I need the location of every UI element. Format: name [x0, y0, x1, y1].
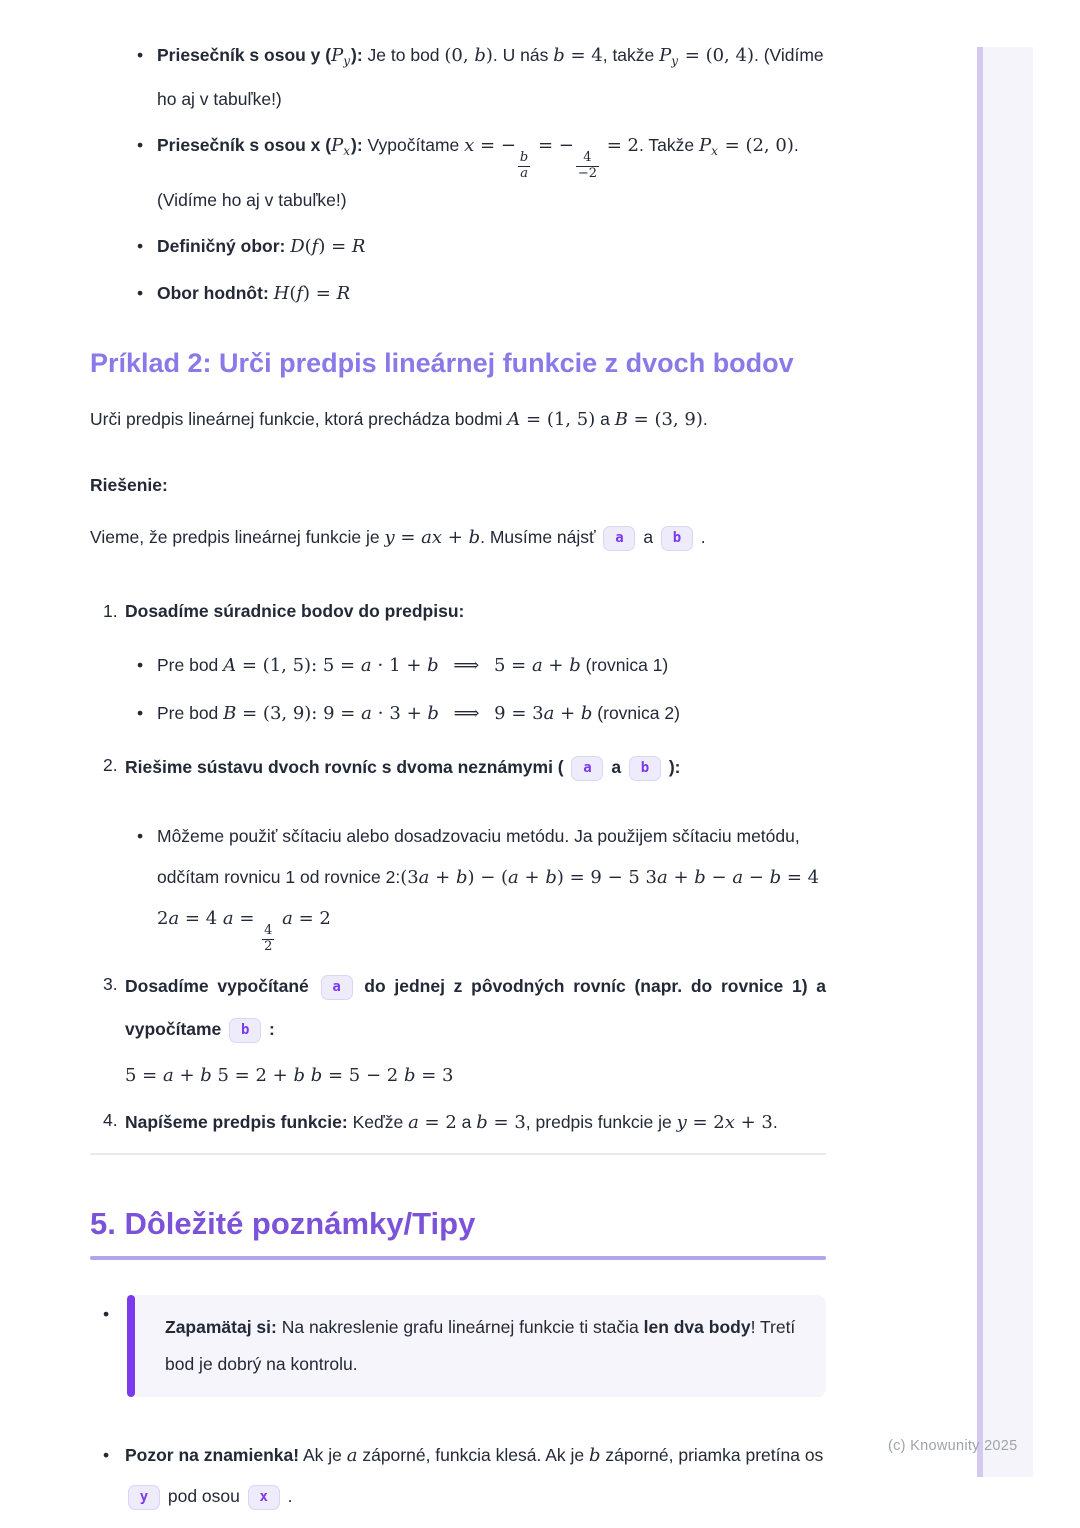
bullet-dot: •: [137, 703, 144, 724]
math-run: b: [569, 655, 581, 677]
bold-text-run: Priesečník s osou y (: [157, 45, 332, 65]
math-run: ⟹ 9 = 3: [438, 703, 544, 725]
bold-text-run: :: [264, 1019, 275, 1040]
bold-text-run: Riešenie:: [90, 475, 168, 496]
math-run: −: [743, 867, 770, 889]
math-run: H: [273, 283, 290, 305]
bullet-text: [157, 126, 826, 219]
fraction-numerator: b: [519, 150, 529, 165]
math-subscript: y: [343, 54, 351, 68]
inline-code-chip: a: [571, 756, 603, 781]
math-run: +: [173, 1065, 201, 1087]
inline-code-chip: b: [661, 526, 693, 551]
math-run: ⟹ 5 =: [438, 655, 532, 677]
text-run: .: [695, 527, 706, 548]
item-number: 4.: [103, 1110, 118, 1131]
text-run: záporné, funkcia klesá. Ak je: [357, 1445, 590, 1466]
inline-code-chip: a: [321, 975, 353, 1000]
text-run: .: [772, 1112, 778, 1133]
math-run: = 4 2: [157, 867, 820, 930]
bullet-item: [137, 227, 826, 266]
bold-text-run: a: [606, 757, 626, 778]
bold-text-run: Zapamätaj si:: [165, 1317, 277, 1338]
math-run: = 4: [564, 45, 603, 66]
math-run: = 3: [487, 1112, 526, 1134]
math-run: + 3: [734, 1112, 773, 1134]
math-run: (3: [400, 867, 419, 889]
text-run: ! Tretí bod je dobrý na kontrolu.: [165, 1317, 796, 1375]
paragraph: [90, 517, 826, 558]
numbered-item: [90, 592, 826, 630]
math-run: a: [360, 655, 372, 677]
bullet-item: [137, 694, 826, 733]
math-run: b: [694, 867, 706, 889]
inline-code-chip: a: [603, 526, 635, 551]
math-run: b: [200, 1065, 212, 1087]
math-run: = 3: [415, 1065, 454, 1087]
bold-text-run: Dosadíme súradnice bodov do predpisu:: [125, 601, 465, 622]
math-run: 5 =: [125, 1065, 163, 1087]
fraction-numerator: 4: [583, 150, 592, 165]
math-run: x: [724, 1112, 735, 1134]
math-run: a: [418, 867, 430, 889]
bold-text-run: do jednej z pôvodných rovníc (napr. do rovnice 1) a vypočítame: [125, 976, 826, 1040]
text-run: a: [638, 527, 658, 548]
bullet-text: [157, 816, 826, 954]
math-run: 5 = 2 +: [211, 1065, 294, 1087]
paragraph: [90, 401, 826, 438]
inline-code-chip: b: [229, 1018, 261, 1043]
math-run: ax: [421, 527, 443, 549]
bullet-text: [157, 646, 826, 685]
bold-text-run: Napíšeme predpis funkcie:: [125, 1112, 353, 1133]
document-content: [90, 0, 826, 1516]
item-number: 2.: [103, 755, 118, 776]
math-run: = (0, 4): [679, 45, 754, 66]
math-run: ) =: [303, 283, 337, 305]
text-run: pod osou: [163, 1486, 245, 1507]
math-run: b: [427, 655, 439, 677]
bullet-item: [137, 36, 826, 118]
bold-text-run: Dosadíme vypočítané: [125, 976, 318, 997]
math-run: ) − (: [467, 867, 509, 889]
math-run: b: [455, 867, 468, 889]
bullet-text: [157, 274, 826, 313]
fraction-denominator: a: [520, 165, 528, 181]
bold-text-run: Priesečník s osou x (: [157, 135, 332, 155]
math-run: b: [474, 45, 486, 66]
math-run: = (1, 5): 5 =: [236, 655, 361, 677]
example-heading: Príklad 2: Urči predpis lineárnej funkcie z dvoch bodov: [90, 348, 794, 379]
math-run: a: [168, 908, 180, 930]
bold-text-run: ):: [663, 757, 681, 778]
item-number: 1.: [103, 601, 118, 622]
bullet-text: [157, 694, 826, 733]
text-run: . (Vidíme ho aj v tabuľke!): [157, 45, 824, 109]
text-run: Ak je: [299, 1445, 347, 1466]
fraction-denominator: −2: [577, 165, 598, 181]
text-run: Pre bod: [157, 703, 224, 724]
math-run: b: [310, 1065, 323, 1087]
math-fraction: [262, 924, 274, 954]
math-run: +: [542, 655, 570, 677]
math-run: a: [732, 867, 744, 889]
text-run: , predpis funkcie je: [525, 1112, 677, 1133]
math-run: a: [162, 1065, 174, 1087]
numbered-item-text: [125, 965, 826, 1051]
math-run: = 2: [418, 1112, 457, 1134]
math-run: b: [553, 45, 565, 66]
text-run: a: [595, 409, 615, 430]
numbered-item: [90, 746, 826, 788]
numbered-item-text: [125, 1101, 826, 1144]
math-run: (: [289, 283, 297, 305]
bullet-dot: •: [137, 135, 144, 155]
math-run: b: [468, 527, 481, 549]
bullet-dot: •: [137, 45, 144, 65]
text-run: . Musíme nájsť: [480, 527, 601, 548]
math-run: P: [331, 45, 344, 66]
text-run: (rovnica 1): [580, 655, 669, 676]
text-run: . Takže: [639, 135, 700, 155]
math-run: =: [233, 908, 261, 930]
bullet-text: [125, 1435, 826, 1516]
math-run: a: [408, 1112, 419, 1134]
math-run: f: [296, 283, 304, 305]
text-run: Môžeme použiť sčítaciu alebo dosadzovaciu metódu. Ja použijem sčítaciu metódu, odčítam rovnicu 1 od rovnice 2:: [157, 826, 800, 888]
callout-tip: [90, 1295, 826, 1397]
section-heading: 5. Dôležité poznámky/Tipy: [90, 1206, 476, 1242]
text-run: .: [282, 1486, 293, 1507]
math-run: ⋅ 1 +: [371, 655, 428, 677]
bullet-item: [137, 646, 826, 685]
math-run: ⋅ 3 +: [371, 703, 428, 725]
math-run: = (1, 5): [520, 409, 596, 431]
bullet-list: [90, 816, 826, 954]
inline-code-chip: y: [128, 1485, 160, 1510]
fraction-denominator: 2: [264, 938, 273, 954]
math-run: +: [429, 867, 456, 889]
math-run: R: [336, 283, 351, 305]
math-run: a: [531, 655, 543, 677]
math-run: A: [507, 409, 521, 431]
text-run: Je to bod: [362, 45, 445, 65]
text-run: Pre bod: [157, 655, 224, 676]
math-run: B: [614, 409, 628, 431]
math-run: a: [508, 867, 519, 889]
math-run: b: [476, 1112, 488, 1134]
math-run: +: [518, 867, 546, 889]
math-run: f: [311, 236, 319, 258]
bullet-item: [137, 274, 826, 313]
math-run: a: [222, 908, 234, 930]
math-run: A: [223, 655, 237, 677]
math-run: a: [361, 703, 372, 725]
text-run: Keďže: [352, 1112, 409, 1133]
bullet-item: [137, 816, 826, 954]
math-run: = 2: [292, 908, 331, 930]
bold-text-run: ):: [351, 135, 363, 155]
math-run: ) = 9 − 5 3: [556, 867, 657, 889]
math-run: = 5 − 2: [322, 1065, 404, 1087]
math-run: (: [304, 236, 312, 258]
text-run: (rovnica 2): [592, 703, 680, 724]
bullet-dot: •: [137, 826, 144, 847]
math-run: b: [403, 1065, 416, 1087]
math-run: −: [705, 867, 733, 889]
bold-text-run: ):: [351, 45, 363, 65]
bullet-list: [90, 36, 826, 313]
text-run: Na nakreslenie grafu lineárnej funkcie ti stačia: [276, 1317, 644, 1338]
text-run: . (Vidíme ho aj v tabuľke!): [157, 135, 799, 211]
math-run: b: [545, 867, 557, 889]
math-run: +: [554, 703, 581, 725]
math-run: D: [290, 236, 305, 258]
math-run: = 4: [179, 908, 223, 930]
item-number: 3.: [103, 974, 118, 995]
math-fraction: [518, 151, 530, 181]
bullet-dot: •: [137, 655, 144, 676]
copyright-watermark: (c) Knowunity 2025: [888, 1438, 1018, 1454]
heading-underline-bar: [90, 1256, 826, 1260]
math-run: x: [464, 135, 475, 156]
math-run: P: [699, 135, 712, 156]
math-run: = 2: [601, 135, 640, 156]
section-divider: [90, 1153, 826, 1155]
math-run: a: [657, 867, 668, 889]
bullet-item: [137, 126, 826, 219]
math-subscript: y: [671, 54, 679, 68]
math-run: y: [676, 1112, 687, 1134]
math-run: (0,: [444, 45, 475, 66]
math-run: y: [384, 527, 395, 549]
math-run: = −: [474, 135, 516, 156]
equation-line: [90, 1057, 826, 1094]
callout-accent-bar: [127, 1295, 135, 1397]
bullet-text: [157, 227, 826, 266]
text-run: a: [456, 1112, 477, 1133]
math-run: P: [659, 45, 672, 66]
bold-text-run: Obor hodnôt:: [157, 283, 274, 304]
math-run: = −: [532, 135, 574, 156]
math-run: b: [589, 1445, 601, 1467]
math-run: b: [580, 703, 593, 725]
math-run: +: [442, 527, 469, 549]
math-fraction: [576, 151, 599, 181]
bullet-dot: •: [137, 236, 144, 257]
inline-code-chip: x: [248, 1485, 280, 1510]
math-subscript: x: [343, 144, 351, 158]
inline-code-chip: b: [629, 756, 661, 781]
math-run: B: [223, 703, 237, 725]
note-bullet-item: [90, 1435, 826, 1516]
math-run: a: [346, 1445, 358, 1467]
math-run: b: [293, 1065, 305, 1087]
math-run: ) =: [318, 236, 352, 258]
bold-text-run: Riešime sústavu dvoch rovníc s dvoma neznámymi (: [125, 757, 569, 778]
math-run: +: [667, 867, 695, 889]
bullet-dot: •: [137, 283, 144, 304]
math-run: = 2: [686, 1112, 725, 1134]
text-run: , takže: [602, 45, 660, 65]
math-run: ): [485, 45, 493, 66]
text-run: Vieme, že predpis lineárnej funkcie je: [90, 527, 385, 548]
text-run: Urči predpis lineárnej funkcie, ktorá prechádza bodmi: [90, 409, 508, 430]
math-run: =: [394, 527, 422, 549]
bullet-dot: •: [103, 1445, 110, 1466]
math-run: a: [543, 703, 555, 725]
math-run: P: [331, 135, 344, 156]
math-run: R: [351, 236, 366, 258]
bold-text-run: Pozor na znamienka!: [125, 1445, 300, 1466]
text-run: . U nás: [492, 45, 554, 65]
numbered-item: [90, 965, 826, 1051]
math-run: = (3, 9): 9 =: [236, 703, 362, 725]
numbered-item-text: [125, 746, 826, 788]
numbered-item: [90, 1101, 826, 1144]
text-run: záporné, priamka pretína os: [600, 1445, 824, 1466]
math-subscript: x: [711, 144, 718, 158]
fraction-numerator: 4: [264, 923, 273, 939]
math-run: = (2, 0): [718, 135, 794, 156]
math-run: a: [282, 908, 293, 930]
bold-text-run: Definičný obor:: [157, 236, 291, 257]
numbered-item-text: [125, 592, 826, 630]
adjacent-page-edge: [977, 47, 1033, 1477]
callout-box: [127, 1295, 826, 1397]
bold-text-run: len dva body: [643, 1317, 751, 1338]
text-run: .: [702, 409, 708, 430]
bullet-text: [157, 36, 826, 118]
text-run: Vypočítame: [362, 135, 465, 155]
math-run: b: [427, 703, 439, 725]
math-run: = (3, 9): [627, 409, 703, 431]
bullet-dot: •: [103, 1304, 110, 1325]
paragraph: [90, 467, 826, 503]
math-run: b: [769, 867, 782, 889]
bullet-list: [90, 646, 826, 733]
